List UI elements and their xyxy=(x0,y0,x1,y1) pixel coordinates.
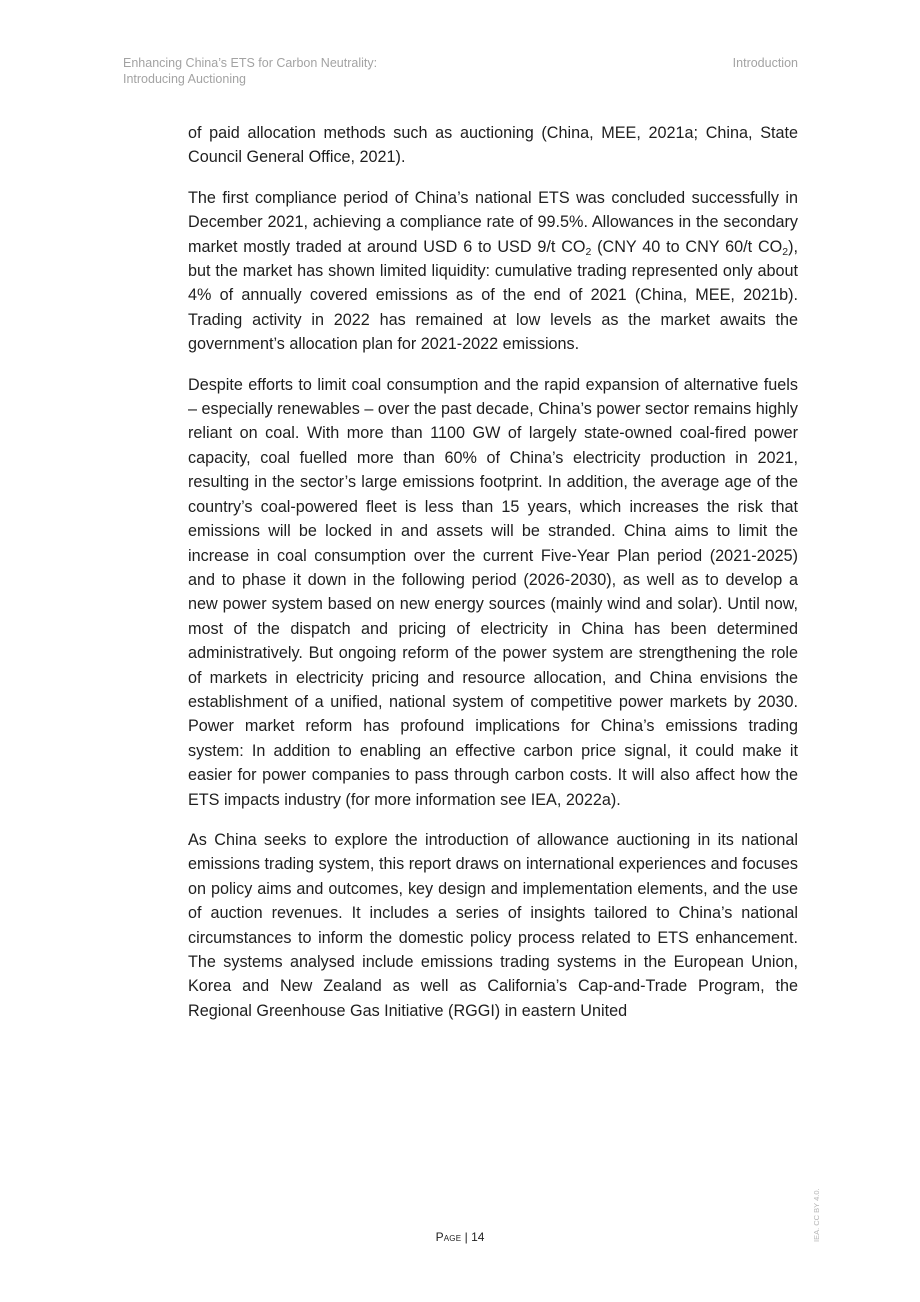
page-footer xyxy=(0,1230,920,1244)
section-name: Introduction xyxy=(732,56,798,70)
document-title-line-1: Enhancing China’s ETS for Carbon Neutrality: xyxy=(123,56,378,70)
page-label: Page xyxy=(435,1230,462,1244)
co2-subscript: 2 xyxy=(782,245,789,258)
paragraph-3: Despite efforts to limit coal consumption and the rapid expansion of alternative fuels – especially renewables – over the past decade, China’s power sector remains highly reliant on coal. With more than 1100 GW of largely state-owned coal-fired power capacity, coal fuelled more than 60% of China’s electricity production in 2021, resulting in the sector’s large emissions footprint. In addition, the average age of the country’s coal-powered fleet is less than 15 years, which increases the risk that emissions will be locked in and assets will be stranded. China aims to limit the increase in coal consumption over the current Five-Year Plan period (2021-2025) and to phase it down in the following period (2026-2030), as well as to develop a new power system based on new energy sources (mainly wind and solar). Until now, most of the dispatch and pricing of electricity in China has been determined administratively. But ongoing reform of the power system are strengthening the role of markets in electricity pricing and resource allocation, and China envisions the establishment of a unified, national system of competitive power markets by 2030. Power market reform has profound implications for China’s emissions trading system: In addition to enabling an effective carbon price signal, it could make it easier for power companies to pass through carbon costs. It will also affect how the ETS impacts industry (for more information see IEA, 2022a). xyxy=(188,375,798,809)
paragraph-2-part-3: ), but the market has shown limited liquidity: cumulative trading represented only about 4% of annually covered emissions as of the end of 2021 (China, MEE, 2021b). Trading activity in 2022 has remained at low levels as the market awaits the government’s allocation plan for 2021-2022 emissions. xyxy=(188,237,798,354)
paragraph-2-part-1: The first compliance period of China’s national ETS was concluded successfully in December 2021, achieving a compliance rate of 99.5%. Allowances in the secondary market mostly traded at around USD 6 to USD 9/t CO xyxy=(188,188,798,256)
license-note: IEA. CC BY 4.0. xyxy=(812,1188,821,1242)
document-title-line-2: Introducing Auctioning xyxy=(123,72,247,86)
page-number: 14 xyxy=(471,1230,485,1244)
page-separator: | xyxy=(461,1230,472,1244)
paragraph-2-part-2: (CNY 40 to CNY 60/t CO xyxy=(591,237,783,256)
body-text xyxy=(188,121,798,1039)
paragraph-4: As China seeks to explore the introduction of allowance auctioning in its national emissions trading system, this report draws on international experiences and focuses on policy aims and outcomes, key design and implementation elements, and the use of auction revenues. It includes a series of insights tailored to China’s national circumstances to inform the domestic policy process related to ETS enhancement. The systems analysed include emissions trading systems in the European Union, Korea and New Zealand as well as California’s Cap-and-Trade Program, the Regional Greenhouse Gas Initiative (RGGI) in eastern United xyxy=(188,830,798,1020)
document-title xyxy=(123,55,483,87)
paragraph-1: of paid allocation methods such as auctioning (China, MEE, 2021a; China, State Council General Office, 2021). xyxy=(188,124,798,167)
paragraph-2 xyxy=(188,186,798,357)
co2-subscript: 2 xyxy=(585,245,592,258)
